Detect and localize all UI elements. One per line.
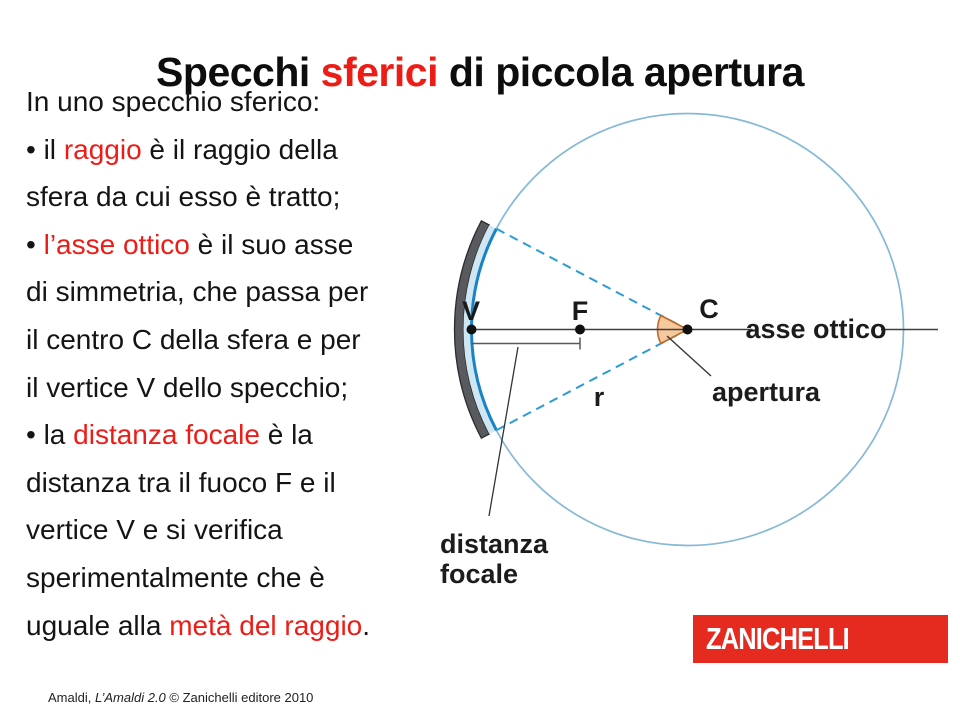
zanichelli-logo (693, 615, 948, 663)
radius-label: r (593, 382, 605, 412)
text-segment: • (26, 228, 44, 260)
footer-credit (48, 690, 313, 705)
text-segment: • il (26, 133, 64, 165)
text-segment: In uno specchio sferico: (26, 86, 321, 117)
highlighted-term: distanza focale (73, 419, 260, 451)
text-segment: di simmetria, che passa per (26, 276, 369, 308)
text-segment: sfera da cui esso è tratto; (26, 181, 341, 213)
text-segment: • la (26, 419, 74, 451)
focus-label: F (571, 296, 589, 326)
focus-dot (575, 325, 585, 335)
optical-axis-label: asse ottico (745, 314, 887, 344)
text-segment: distanza tra il fuoco F e il (26, 466, 336, 498)
title-highlight: sferici (320, 49, 438, 96)
highlighted-term: l’asse ottico (43, 228, 190, 260)
credit-book-title: L’Amaldi 2.0 (94, 690, 166, 705)
highlighted-term: metà del raggio (169, 609, 363, 641)
dashed-radius-lower (496, 330, 687, 431)
text-segment: . (362, 609, 371, 641)
text-segment: è il raggio della (141, 133, 338, 165)
aperture-label: apertura (712, 377, 821, 407)
vertex-dot (467, 325, 477, 335)
center-dot (683, 325, 693, 335)
highlighted-term: raggio (63, 133, 142, 165)
focal-distance-label-line2: focale (440, 559, 519, 589)
center-label: C (699, 294, 719, 324)
text-segment: è il suo asse (189, 228, 354, 260)
text-segment: il centro C della sfera e per (26, 323, 361, 355)
zanichelli-logo-text: ZANICHELLI (706, 621, 849, 656)
credit-post: © Zanichelli editore 2010 (165, 690, 314, 705)
vertex-label: V (461, 296, 481, 326)
credit-pre: Amaldi, (48, 690, 95, 705)
dashed-radius-upper (496, 229, 687, 330)
text-segment: il vertice V dello specchio; (26, 371, 349, 403)
focal-distance-label-line1: distanza (440, 529, 549, 559)
text-segment: è la (259, 419, 313, 451)
title-pre: Specchi (156, 49, 321, 96)
text-segment: vertice V e si verifica (26, 514, 283, 546)
text-segment: sperimentalmente che è (26, 561, 325, 593)
title-post: di piccola apertura (437, 49, 804, 96)
aperture-label-pointer (667, 336, 711, 376)
text-segment: uguale alla (26, 609, 170, 641)
